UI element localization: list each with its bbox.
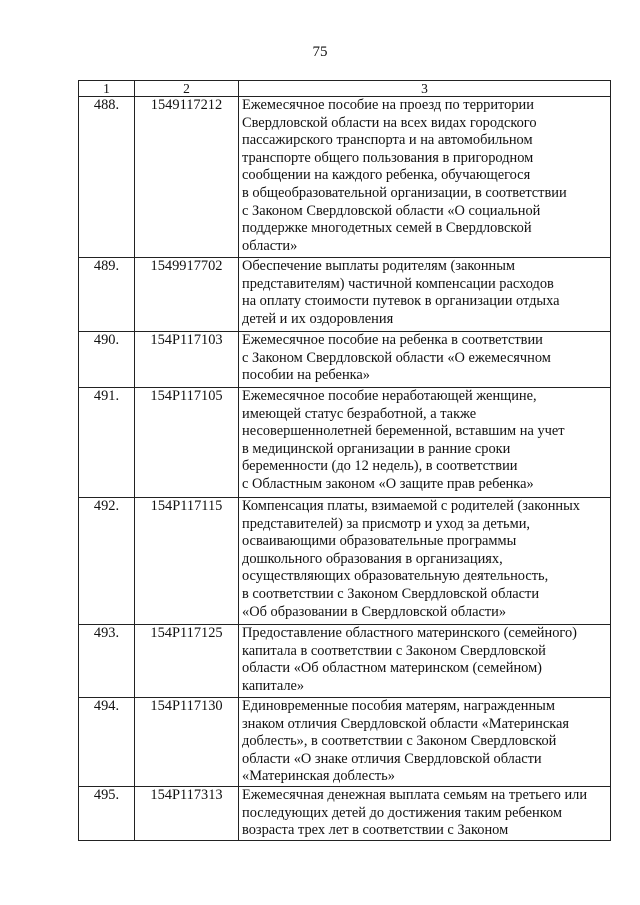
header-col-1: 1 xyxy=(79,81,135,97)
row-number: 490. xyxy=(79,332,135,388)
table-row xyxy=(79,498,611,625)
budget-table xyxy=(78,80,611,841)
table-row xyxy=(79,332,611,388)
header-col-3: 3 xyxy=(239,81,611,97)
table-row xyxy=(79,698,611,787)
page-number: 75 xyxy=(312,44,328,60)
row-code: 154P117105 xyxy=(135,388,239,498)
table-header-row xyxy=(79,81,611,97)
row-number: 494. xyxy=(79,698,135,787)
row-code: 154P117313 xyxy=(135,787,239,841)
row-code: 1549117212 xyxy=(135,97,239,258)
row-name: Ежемесячное пособие на ребенка в соответствии с Законом Свердловской области «О ежемесячном пособии на ребенка» xyxy=(239,332,611,388)
row-code: 154P117115 xyxy=(135,498,239,625)
row-name: Компенсация платы, взимаемой с родителей (законных представителей) за присмотр и уход за детьми, осваивающими образовательные программы дошкольного образования в организациях, осуществляющих образовательную деятельность, в соответствии с Законом Свердловской области «Об образовании в Свердловской области» xyxy=(239,498,611,625)
row-number: 489. xyxy=(79,258,135,332)
row-code: 154P117103 xyxy=(135,332,239,388)
table-row xyxy=(79,625,611,698)
table-row xyxy=(79,388,611,498)
row-name: Предоставление областного материнского (семейного) капитала в соответствии с Законом Свердловской области «Об областном материнском (семейном) капитале» xyxy=(239,625,611,698)
table-row xyxy=(79,258,611,332)
row-number: 488. xyxy=(79,97,135,258)
row-name: Единовременные пособия матерям, награжденным знаком отличия Свердловской области «Материнская доблесть», в соответствии с Законом Свердловской области «О знаке отличия Свердловской области «Материнская доблесть» xyxy=(239,698,611,787)
header-col-2: 2 xyxy=(135,81,239,97)
row-code: 1549917702 xyxy=(135,258,239,332)
row-name: Обеспечение выплаты родителям (законным представителям) частичной компенсации расходов на оплату стоимости путевок в организации отдыха детей и их оздоровления xyxy=(239,258,611,332)
row-name: Ежемесячная денежная выплата семьям на третьего или последующих детей до достижения таким ребенком возраста трех лет в соответствии с Законом xyxy=(239,787,611,841)
row-code: 154P117125 xyxy=(135,625,239,698)
row-number: 493. xyxy=(79,625,135,698)
row-name: Ежемесячное пособие на проезд по территории Свердловской области на всех видах городского пассажирского транспорта и на автомобильном транспорте общего пользования в пригородном сообщении на каждого ребенка, обучающегося в общеобразовательной организации, в соответствии с Законом Свердловской области «О социальной поддержке многодетных семей в Свердловской области» xyxy=(239,97,611,258)
table-row xyxy=(79,97,611,258)
row-number: 495. xyxy=(79,787,135,841)
row-number: 492. xyxy=(79,498,135,625)
table-row xyxy=(79,787,611,841)
row-name: Ежемесячное пособие неработающей женщине, имеющей статус безработной, а также несовершеннолетней беременной, вставшим на учет в медицинской организации в ранние сроки беременности (до 12 недель), в соответствии с Областным законом «О защите прав ребенка» xyxy=(239,388,611,498)
row-code: 154P117130 xyxy=(135,698,239,787)
row-number: 491. xyxy=(79,388,135,498)
